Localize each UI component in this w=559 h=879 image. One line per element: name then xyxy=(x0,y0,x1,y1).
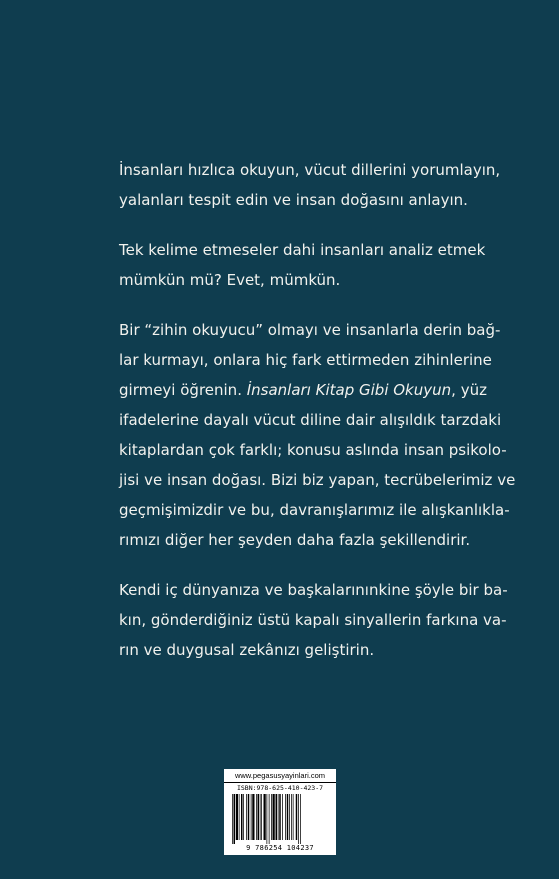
barcode-bar xyxy=(267,794,268,844)
barcode-bar xyxy=(271,794,272,840)
text-line xyxy=(119,435,507,465)
barcode-bar xyxy=(251,794,252,840)
publisher-url: www.pegasusyayinlari.com xyxy=(224,769,336,783)
barcode-bar xyxy=(289,794,290,840)
barcode-bar xyxy=(273,794,275,840)
barcode-bar xyxy=(279,794,281,840)
text-segment: lar kurmayı, onlara hiç fark ettirmeden zihinlerine xyxy=(119,351,492,369)
text-segment: kitaplardan çok farklı; konusu aslında insan psikolo- xyxy=(119,441,507,459)
text-segment: girmeyi öğrenin. xyxy=(119,381,247,399)
barcode-bar xyxy=(287,794,289,840)
text-line xyxy=(119,375,487,405)
text-segment: kın, gönderdiğiniz üstü kapalı sinyallerin farkına va- xyxy=(119,611,507,629)
text-segment: ifadelerine dayalı vücut diline dair alışıldık tarzdaki xyxy=(119,411,502,429)
paragraph-gap xyxy=(119,295,441,315)
barcode-bar xyxy=(291,794,292,840)
barcode-bar xyxy=(285,794,286,840)
barcode-bar xyxy=(278,794,279,840)
barcode-bar xyxy=(260,794,261,840)
blurb-text xyxy=(119,155,516,665)
text-segment: , yüz xyxy=(451,381,487,399)
paragraph xyxy=(119,575,508,665)
text-segment: rın ve duygusal zekânızı geliştirin. xyxy=(119,641,375,659)
text-segment: Tek kelime etmeseler dahi insanları analiz etmek xyxy=(119,241,486,259)
text-line xyxy=(119,635,441,665)
paragraph-gap xyxy=(119,555,441,575)
text-segment: İnsanları hızlıca okuyun, vücut dillerini yorumlayın, xyxy=(119,161,501,179)
text-line xyxy=(119,465,516,495)
text-line xyxy=(119,185,468,215)
barcode-bar xyxy=(234,794,236,844)
barcode-bar xyxy=(256,794,257,840)
isbn-label: ISBN:978-625-410-423-7 xyxy=(236,784,324,792)
text-line xyxy=(119,405,502,435)
paragraph xyxy=(119,315,516,555)
barcode-bar xyxy=(300,794,301,844)
text-line xyxy=(119,525,471,555)
paragraph xyxy=(119,235,486,295)
text-line xyxy=(119,605,507,635)
text-segment: yalanları tespit edin ve insan doğasını anlayın. xyxy=(119,191,468,209)
paragraph xyxy=(119,155,501,215)
text-segment: geçmişimizdir ve bu, davranışlarımız ile alışkanlıkla- xyxy=(119,501,510,519)
barcode-bars xyxy=(230,794,330,844)
text-line xyxy=(119,235,486,265)
barcode-bar xyxy=(269,794,270,844)
barcode-digits: 9 786254 104237 xyxy=(246,844,314,852)
barcode-bar xyxy=(276,794,278,840)
barcode-bar xyxy=(264,794,266,840)
barcode-bar xyxy=(243,794,244,840)
barcode-bar xyxy=(241,794,243,840)
barcode-bar xyxy=(282,794,283,840)
text-line xyxy=(119,155,501,185)
barcode-bar xyxy=(252,794,254,840)
text-line xyxy=(119,495,510,525)
text-segment: Bir “zihin okuyucu” olmayı ve insanlarla derin bağ- xyxy=(119,321,501,339)
barcode-bar xyxy=(239,794,240,840)
barcode-bar xyxy=(236,794,238,840)
barcode-box xyxy=(224,769,336,855)
text-segment: rımızı diğer her şeyden daha fazla şekillendirir. xyxy=(119,531,471,549)
book-title-italic: İnsanları Kitap Gibi Okuyun xyxy=(246,381,452,399)
barcode-bar xyxy=(258,794,260,840)
barcode-bar xyxy=(261,794,262,840)
barcode-bar xyxy=(246,794,247,840)
paragraph-gap xyxy=(119,215,441,235)
text-segment: Kendi iç dünyanıza ve başkalarınınkine şöyle bir ba- xyxy=(119,581,508,599)
text-line xyxy=(119,265,441,295)
barcode-bar xyxy=(248,794,250,840)
text-line xyxy=(119,575,508,605)
text-segment: jisi ve insan doğası. Bizi biz yapan, tecrübelerimiz ve xyxy=(119,471,516,489)
barcode-bar xyxy=(232,794,233,844)
text-line xyxy=(119,345,492,375)
barcode-bar xyxy=(293,794,294,840)
text-segment: mümkün mü? Evet, mümkün. xyxy=(119,271,341,289)
barcode-bar xyxy=(296,794,298,840)
barcode-bar xyxy=(298,794,299,844)
text-line xyxy=(119,315,501,345)
